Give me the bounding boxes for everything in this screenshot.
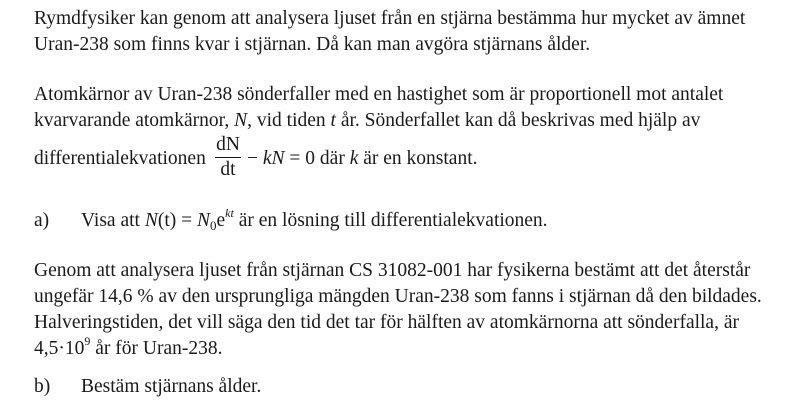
question-a-label: a) (34, 210, 50, 231)
differential-equation-line (34, 134, 794, 186)
star-line-2: ungefär 14,6 % av den ursprungliga mängden Uran-238 som fanns i stjärnan då den bildades. (34, 286, 762, 307)
equation-lead-text: differentialekvationen (34, 148, 206, 169)
var-t: t (330, 110, 336, 131)
intro-line-2: Uran-238 som finns kvar i stjärnan. Då kan man avgöra stjärnans ålder. (34, 34, 591, 55)
solution-lhs-arg: (t) (157, 210, 177, 231)
fraction-denominator: dt (220, 159, 236, 180)
solution-N0: N (197, 210, 211, 231)
question-b-text: Bestäm stjärnans ålder. (81, 376, 262, 397)
question-a-pre: Visa att (81, 210, 145, 231)
solution-e: e (216, 210, 226, 231)
half-life-value: 4,5·10 (34, 338, 85, 359)
question-a-post: är en lösning till differentialekvationen. (233, 210, 548, 231)
question-a-text (81, 208, 548, 235)
star-paragraph (34, 258, 794, 363)
decay-line-2 (34, 108, 794, 134)
solution-equals: = (176, 210, 197, 231)
star-line-1: Genom att analysera ljuset från stjärnan CS 31082-001 har fysikerna bestämt att det återstår (34, 260, 751, 281)
decay-paragraph (34, 82, 794, 134)
star-line-3: Halveringstiden, det vill säga den tid det tar för hälften av atomkärnorna att sönderfalla, är (34, 312, 739, 333)
intro-paragraph (34, 6, 794, 58)
half-life-tail: år för Uran-238. (90, 338, 223, 359)
equation-rhs: = 0 där (284, 148, 350, 169)
decay-line-1: Atomkärnor av Uran-238 sönderfaller med en hastighet som är proportionell mot antalet (34, 84, 724, 105)
solution-N0-subscript: 0 (210, 218, 217, 233)
decay-line-2-a: kvarvarande atomkärnor, (34, 110, 235, 131)
solution-lhs: N (144, 210, 158, 231)
equation-kN: kN (262, 148, 285, 169)
var-N: N (234, 110, 248, 131)
question-b-label: b) (34, 376, 51, 397)
fraction-numerator: dN (216, 134, 240, 155)
derivative-fraction (215, 134, 241, 181)
equation-tail: är en konstant. (358, 148, 478, 169)
equation-k: k (349, 148, 359, 169)
star-line-4 (34, 336, 794, 363)
solution-exponent: kt (225, 206, 234, 220)
equation-rest (247, 146, 478, 172)
equation-minus: − (247, 148, 263, 169)
decay-line-2-b: , vid tiden (247, 110, 331, 131)
intro-line-1: Rymdfysiker kan genom att analysera ljuset från en stjärna bestämma hur mycket av ämnet (34, 8, 746, 29)
half-life-exponent: 9 (84, 334, 91, 348)
decay-line-2-c: år. Sönderfallet kan då beskrivas med hjälp av (335, 110, 701, 131)
fraction-bar (215, 157, 241, 158)
